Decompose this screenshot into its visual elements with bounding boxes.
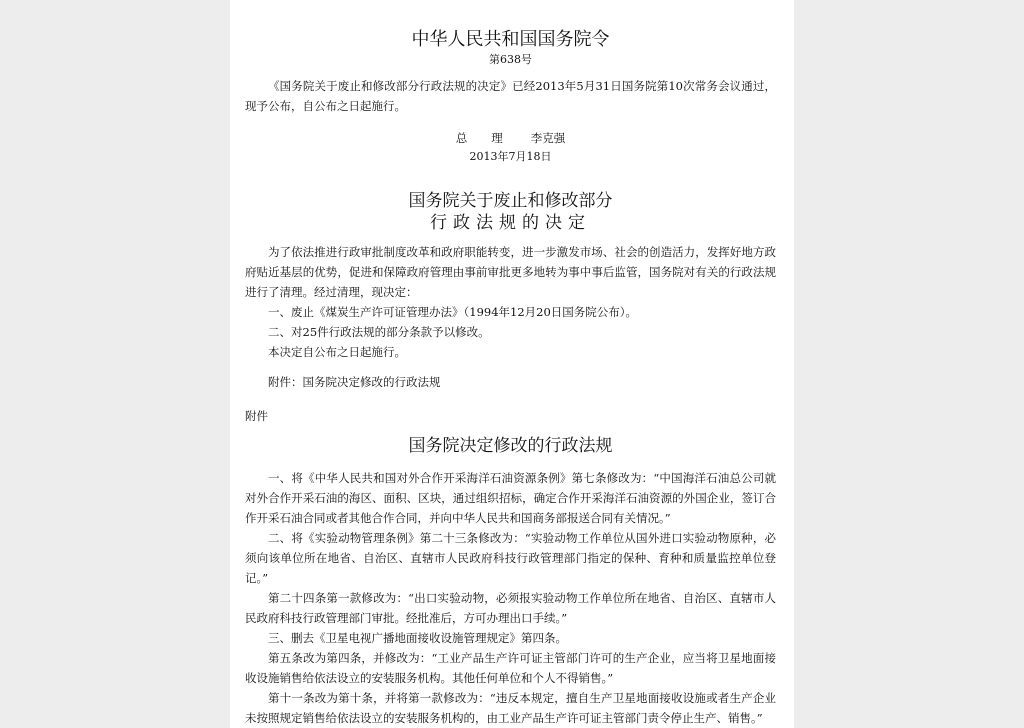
order-title: 中华人民共和国国务院令 [411, 29, 610, 50]
attachment-paragraph: 一、将《中华人民共和国对外合作开采海洋石油资源条例》第七条修改为：“中国海洋石油总公司就对外合作开采石油的海区、面积、区块，通过组织招标，确定合作开采海洋石油资源的外国企业，签订合作开采石油合同或者其他合作合同，并向中华人民共和国商务部报送合同有关情况。” [245, 471, 776, 525]
order-number: 第638号 [489, 53, 532, 66]
attachment-paragraph: 第五条改为第四条，并修改为：“工业产品生产许可证主管部门许可的生产企业，应当将卫星地面接收设施销售给依法设立的安装服务机构。其他任何单位和个人不得销售。” [245, 651, 776, 685]
decision-title-line2: 行政法规的决定 [430, 213, 591, 233]
order-date: 2013年7月18日 [469, 150, 552, 163]
attachment-paragraph: 第十一条改为第十条，并将第一款修改为：“违反本规定，擅自生产卫星地面接收设施或者生产企业未按照规定销售给依法设立的安装服务机构的，由工业产品生产许可证主管部门责令停止生产、销售。” [245, 691, 776, 725]
signature-line [245, 128, 776, 148]
attachment-paragraph: 二、将《实验动物管理条例》第二十三条修改为：“实验动物工作单位从国外进口实验动物原种，必须向该单位所在地省、自治区、直辖市人民政府科技行政管理部门指定的保种、育种和质量监控单位登记。” [245, 531, 776, 585]
document-page [230, 0, 794, 728]
order-intro: 《国务院关于废止和修改部分行政法规的决定》已经2013年5月31日国务院第10次常务会议通过，现予公布，自公布之日起施行。 [245, 79, 776, 113]
attachment-note: 附件：国务院决定修改的行政法规 [268, 375, 441, 389]
signer-title-char-1: 总 [455, 131, 468, 145]
decision-paragraph: 本决定自公布之日起施行。 [268, 345, 406, 359]
attachment-title: 国务院决定修改的行政法规 [408, 436, 613, 456]
attachment-paragraph: 第二十四条第一款修改为：“出口实验动物，必须报实验动物工作单位所在地省、自治区、直辖市人民政府科技行政管理部门审批。经批准后，方可办理出口手续。” [245, 591, 776, 625]
decision-title-line1: 国务院关于废止和修改部分 [408, 191, 613, 211]
signer-name: 李克强 [530, 131, 566, 145]
signer-title-char-2: 理 [491, 131, 503, 145]
decision-paragraph: 为了依法推进行政审批制度改革和政府职能转变，进一步激发市场、社会的创造活力，发挥好地方政府贴近基层的优势，促进和保障政府管理由事前审批更多地转为事中事后监管，国务院对有关的行政法规进行了清理。经过清理，现决定： [245, 245, 776, 299]
decision-paragraph: 一、废止《煤炭生产许可证管理办法》（1994年12月20日国务院公布）。 [268, 305, 638, 319]
attachment-paragraph: 三、删去《卫星电视广播地面接收设施管理规定》第四条。 [268, 631, 567, 645]
attachment-label: 附件 [245, 409, 268, 423]
decision-paragraph: 二、对25件行政法规的部分条款予以修改。 [268, 325, 490, 339]
